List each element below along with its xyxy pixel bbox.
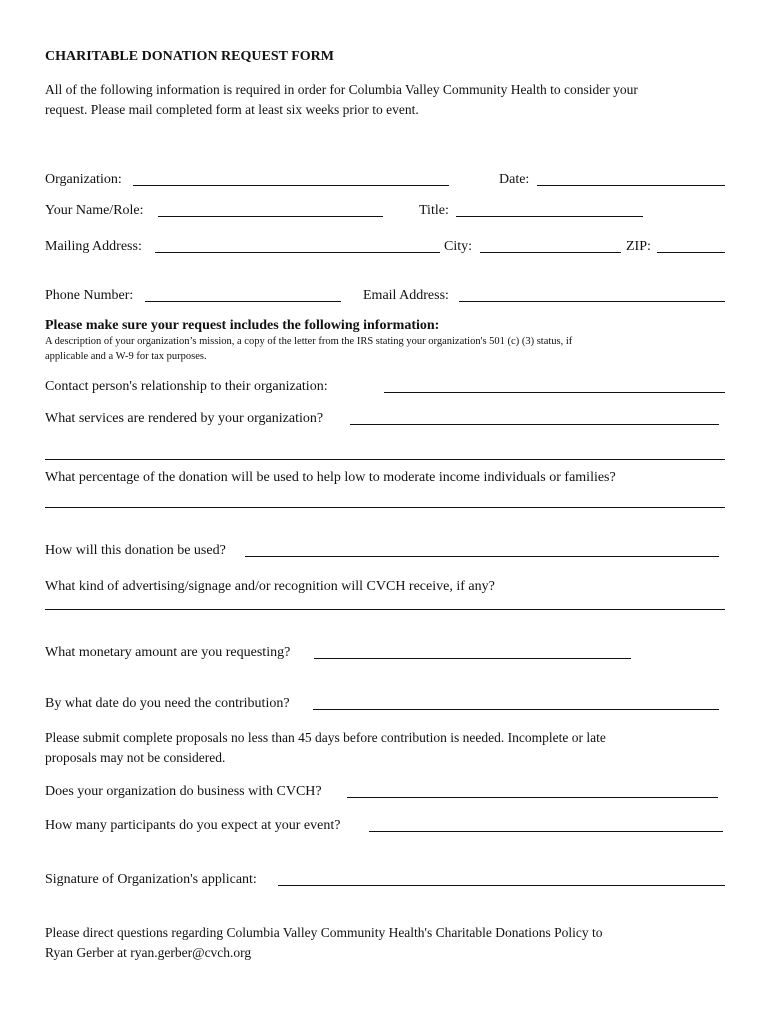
business-with-cvch-label: Does your organization do business with CVCH? — [45, 784, 322, 799]
monetary-amount-input-line[interactable] — [314, 658, 631, 659]
organization-input-line[interactable] — [133, 185, 449, 186]
footer-line-1: Please direct questions regarding Columbia Valley Community Health's Charitable Donations Policy to — [45, 925, 603, 940]
contact-relationship-label: Contact person's relationship to their organization: — [45, 379, 328, 394]
mailing-address-input-line[interactable] — [155, 252, 440, 253]
zip-label: ZIP: — [626, 239, 651, 254]
date-label: Date: — [499, 172, 530, 187]
percentage-input-line[interactable] — [45, 507, 725, 508]
organization-label: Organization: — [45, 172, 122, 187]
requirements-line-1: A description of your organization’s mission, a copy of the letter from the IRS stating your organization's 501 (c) (3) status, if — [45, 336, 573, 347]
usage-input-line[interactable] — [245, 556, 719, 557]
services-label: What services are rendered by your organization? — [45, 411, 324, 426]
date-input-line[interactable] — [537, 185, 725, 186]
contact-relationship-input-line[interactable] — [384, 392, 725, 393]
advertising-input-line[interactable] — [45, 609, 725, 610]
signature-label: Signature of Organization's applicant: — [45, 872, 257, 887]
services-input-line-2[interactable] — [45, 459, 725, 460]
email-label: Email Address: — [363, 288, 449, 303]
business-with-cvch-input-line[interactable] — [347, 797, 718, 798]
advertising-label: What kind of advertising/signage and/or recognition will CVCH receive, if any? — [45, 579, 495, 594]
usage-label: How will this donation be used? — [45, 543, 226, 558]
name-role-label: Your Name/Role: — [45, 203, 144, 218]
services-input-line[interactable] — [350, 424, 719, 425]
by-date-input-line[interactable] — [313, 709, 719, 710]
intro-line-1: All of the following information is required in order for Columbia Valley Community Health to consider your — [45, 82, 638, 97]
form-title: CHARITABLE DONATION REQUEST FORM — [45, 49, 334, 64]
mailing-address-label: Mailing Address: — [45, 239, 142, 254]
by-date-label: By what date do you need the contribution? — [45, 696, 290, 711]
participants-input-line[interactable] — [369, 831, 723, 832]
percentage-label: What percentage of the donation will be used to help low to moderate income individuals or families? — [45, 470, 616, 485]
requirements-heading: Please make sure your request includes the following information: — [45, 318, 440, 333]
title-input-line[interactable] — [456, 216, 643, 217]
phone-label: Phone Number: — [45, 288, 134, 303]
footer-contact: Ryan Gerber at ryan.gerber@cvch.org — [45, 945, 252, 960]
title-label: Title: — [419, 203, 449, 218]
city-input-line[interactable] — [480, 252, 621, 253]
deadline-note-line-1: Please submit complete proposals no less than 45 days before contribution is needed. Incomplete or late — [45, 730, 606, 745]
email-input-line[interactable] — [459, 301, 725, 302]
monetary-amount-label: What monetary amount are you requesting? — [45, 645, 291, 660]
requirements-line-2: applicable and a W-9 for tax purposes. — [45, 351, 207, 362]
signature-input-line[interactable] — [278, 885, 725, 886]
deadline-note-line-2: proposals may not be considered. — [45, 750, 226, 765]
participants-label: How many participants do you expect at your event? — [45, 818, 341, 833]
zip-input-line[interactable] — [657, 252, 725, 253]
city-label: City: — [444, 239, 473, 254]
name-role-input-line[interactable] — [158, 216, 383, 217]
intro-line-2: request. Please mail completed form at least six weeks prior to event. — [45, 102, 419, 117]
phone-input-line[interactable] — [145, 301, 341, 302]
